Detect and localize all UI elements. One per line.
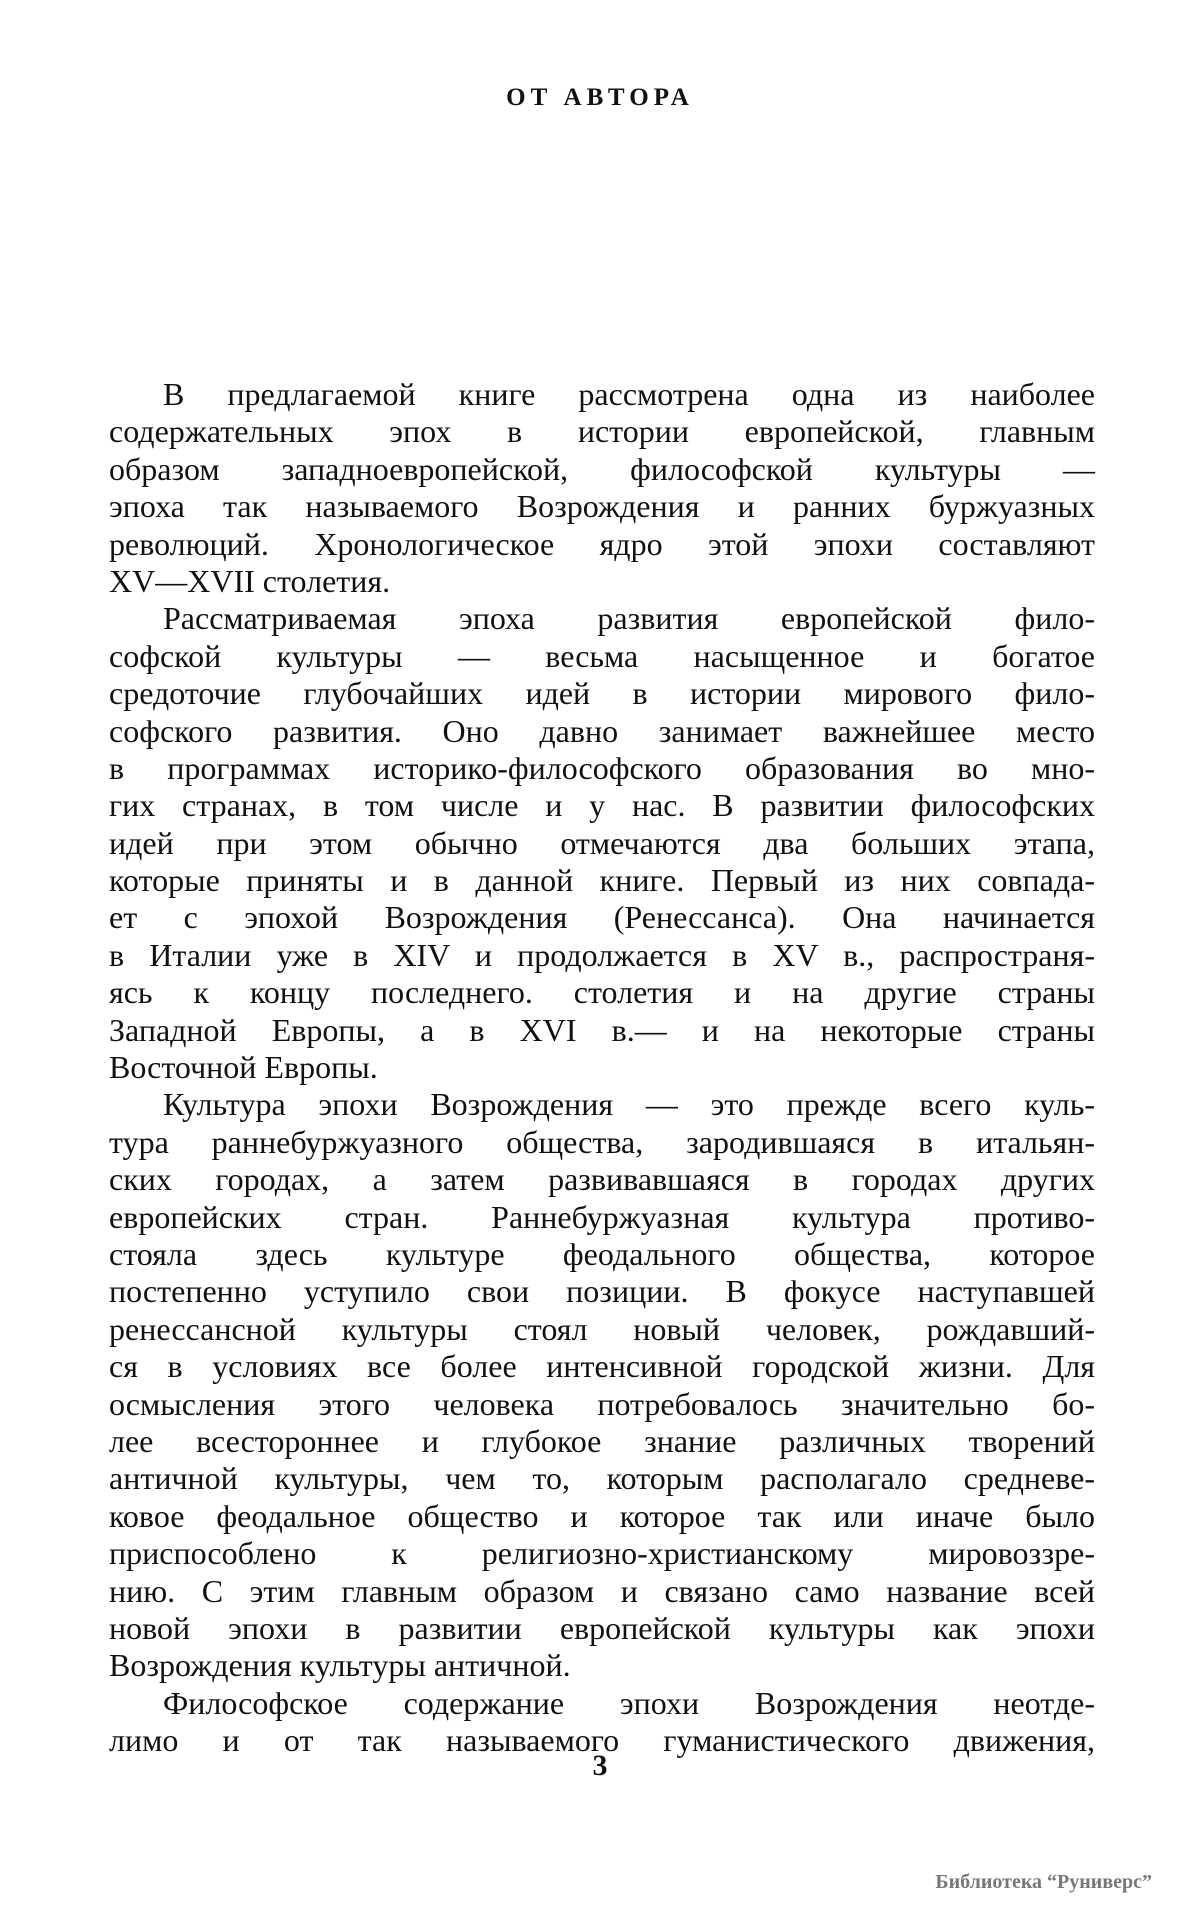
text-line: в Италии уже в XIV и продолжается в XV в., распространя- bbox=[109, 936, 1095, 973]
text-line: ся в условиях все более интенсивной городской жизни. Для bbox=[109, 1348, 1095, 1385]
text-line: идей при этом обычно отмечаются два больших этапа, bbox=[109, 824, 1095, 861]
text-line: образом западноевропейской, философской культуры — bbox=[109, 450, 1095, 487]
text-line: нию. С этим главным образом и связано само название всей bbox=[109, 1572, 1095, 1609]
text-line: приспособлено к религиозно-христианскому мировоззре- bbox=[109, 1535, 1095, 1572]
text-line: ских городах, а затем развивавшаяся в городах других bbox=[109, 1161, 1095, 1198]
text-line: ковое феодальное общество и которое так или иначе было bbox=[109, 1497, 1095, 1534]
text-line: стояла здесь культуре феодального общества, которое bbox=[109, 1235, 1095, 1272]
text-line: Философское содержание эпохи Возрождения неотде- bbox=[163, 1684, 1095, 1721]
paragraph bbox=[109, 1086, 1095, 1684]
text-line: лимо и от так называемого гуманистического движения, bbox=[109, 1722, 1095, 1759]
text-line: ет с эпохой Возрождения (Ренессанса). Она начинается bbox=[109, 899, 1095, 936]
paragraph bbox=[109, 600, 1095, 1086]
text-line: средоточие глубочайших идей в истории мирового фило- bbox=[109, 675, 1095, 712]
text-line: эпоха так называемого Возрождения и ранних буржуазных bbox=[109, 488, 1095, 525]
text-line: европейских стран. Раннебуржуазная культура противо- bbox=[109, 1198, 1095, 1235]
text-line: ренессансной культуры стоял новый человек, рождавший- bbox=[109, 1310, 1095, 1347]
text-line: лее всестороннее и глубокое знание различных творений bbox=[109, 1422, 1095, 1459]
library-watermark: Библиотека “Руниверс” bbox=[935, 1871, 1152, 1893]
text-line: Культура эпохи Возрождения — это прежде всего куль- bbox=[163, 1086, 1095, 1123]
text-line: ясь к концу последнего. столетия и на другие страны bbox=[109, 974, 1095, 1011]
text-line: Возрождения культуры античной. bbox=[109, 1647, 571, 1684]
text-line: софской культуры — весьма насыщенное и богатое bbox=[109, 637, 1095, 674]
text-line: содержательных эпох в истории европейской, главным bbox=[109, 413, 1095, 450]
page-number: 3 bbox=[592, 1749, 608, 1782]
text-line: античной культуры, чем то, которым располагало средневе- bbox=[109, 1460, 1095, 1497]
text-line: тура раннебуржуазного общества, зародившаяся в итальян- bbox=[109, 1123, 1095, 1160]
paragraph bbox=[109, 376, 1095, 600]
text-line: революций. Хронологическое ядро этой эпохи составляют bbox=[109, 525, 1095, 562]
text-line: в программах историко-философского образования во мно- bbox=[109, 749, 1095, 786]
text-line: постепенно уступило свои позиции. В фокусе наступавшей bbox=[109, 1273, 1095, 1310]
text-line: гих странах, в том числе и у нас. В развитии философских bbox=[109, 787, 1095, 824]
text-line: софского развития. Оно давно занимает важнейшее место bbox=[109, 712, 1095, 749]
body-text bbox=[109, 376, 1095, 1759]
text-line: Западной Европы, а в XVI в.— и на некоторые страны bbox=[109, 1011, 1095, 1048]
text-line: XV—XVII столетия. bbox=[109, 562, 391, 599]
text-line: Рассматриваемая эпоха развития европейской фило- bbox=[163, 600, 1095, 637]
text-line: которые приняты и в данной книге. Первый из них совпада- bbox=[109, 862, 1095, 899]
text-line: осмысления этого человека потребовалось значительно бо- bbox=[109, 1385, 1095, 1422]
chapter-heading: ОТ АВТОРА bbox=[506, 84, 694, 111]
text-line: Восточной Европы. bbox=[109, 1049, 378, 1086]
text-line: В предлагаемой книге рассмотрена одна из наиболее bbox=[163, 376, 1095, 412]
text-line: новой эпохи в развитии европейской культуры как эпохи bbox=[109, 1609, 1095, 1646]
